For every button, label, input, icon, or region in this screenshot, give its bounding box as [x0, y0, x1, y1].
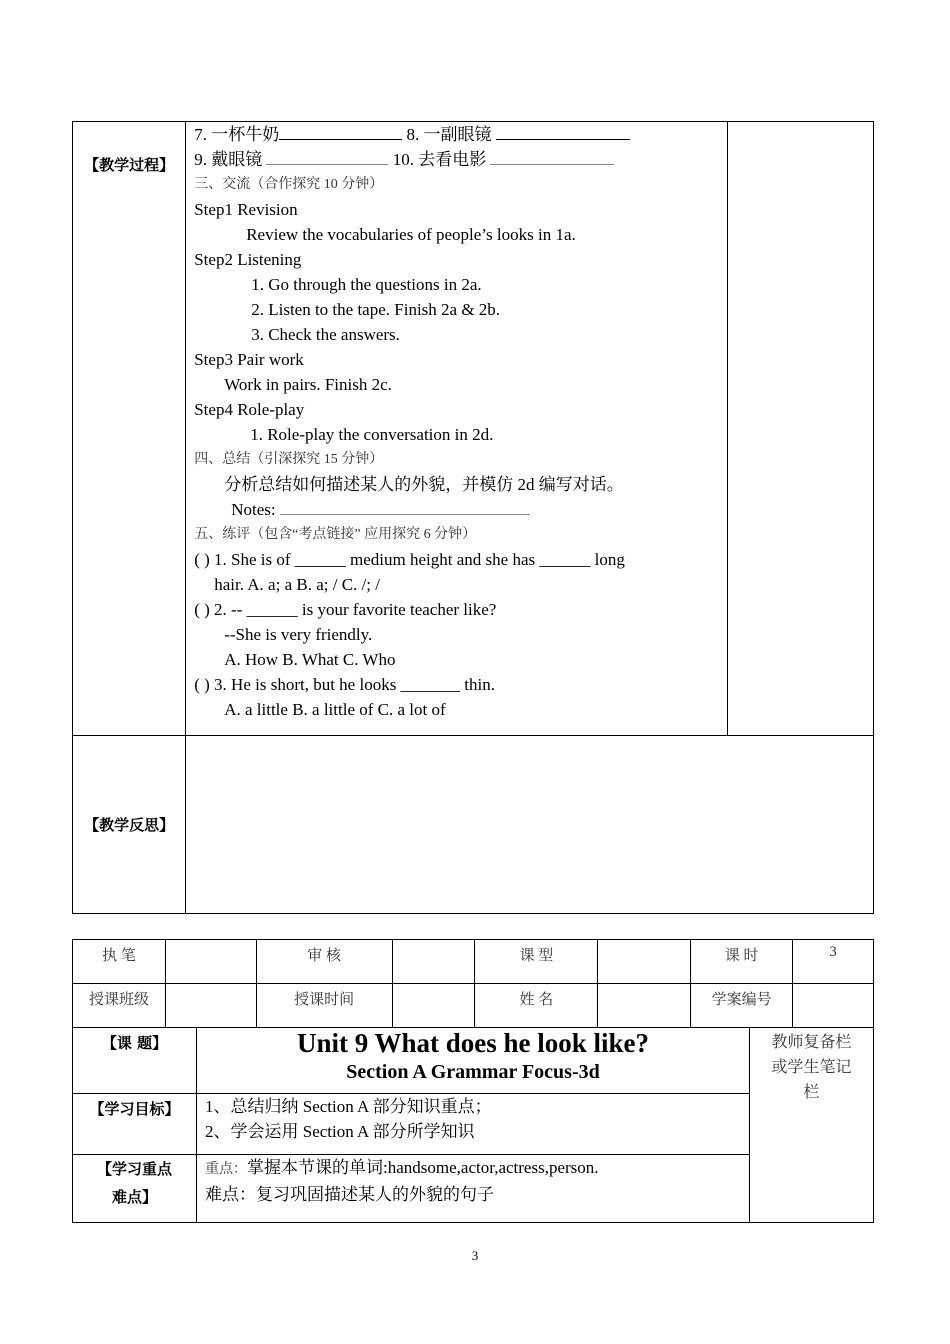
class-label: 授课班级: [73, 984, 166, 1028]
class-value: [165, 984, 256, 1028]
reviewer-label: 审 核: [256, 940, 392, 984]
topic-content: [197, 1028, 750, 1094]
author-value: [165, 940, 256, 984]
lesson-type-value: [598, 940, 691, 984]
reflection-label: 【教学反思】: [73, 736, 186, 914]
page-number: 3: [471, 1248, 479, 1263]
time-label: 授课时间: [256, 984, 392, 1028]
teaching-plan-table: [72, 121, 874, 914]
section-3-heading: 三、交流（合作探究 10 分钟）: [194, 177, 384, 192]
reviewer-value: [392, 940, 475, 984]
teacher-notes-column: 教师复备栏或学生笔记栏: [750, 1028, 874, 1223]
section-5-heading: 五、练评（包含“考点链接” 应用探究 6 分钟）: [194, 527, 477, 542]
section-4-heading: 四、总结（引深探究 15 分钟）: [194, 452, 384, 467]
plan-number-value: [793, 984, 874, 1028]
goals-content: 1、总结归纳 Section A 部分知识重点； 2、学会运用 Section A 部分所学知识: [197, 1094, 750, 1155]
unit-title: Unit 9 What does he look like?: [296, 1028, 650, 1058]
plan-number-label: 学案编号: [691, 984, 793, 1028]
lesson-type-label: 课 型: [475, 940, 598, 984]
section-subtitle: Section A Grammar Focus-3d: [346, 1061, 600, 1083]
keys-content: 重点：掌握本节课的单词:handsome,actor,actress,person. 难点：复习巩固描述某人的外貌的句子: [197, 1155, 750, 1223]
topic-label: 【课 题】: [73, 1028, 197, 1094]
header-table: [72, 939, 874, 1028]
notes-column: [728, 122, 874, 736]
keys-label: 【学习重点 难点】: [73, 1155, 197, 1223]
lesson-info-table: [72, 1027, 874, 1223]
goals-label: 【学习目标】: [73, 1094, 197, 1155]
name-label: 姓 名: [475, 984, 598, 1028]
reflection-content: [186, 736, 874, 914]
period-label: 课 时: [691, 940, 793, 984]
process-label: 【教学过程】: [73, 122, 186, 736]
period-value: 3: [793, 940, 874, 984]
name-value: [598, 984, 691, 1028]
process-content: 7. 一杯牛奶 8. 一副眼镜 9. 戴眼镜 10. 去看电影 三、交流（合作探究 10 分钟） Step1 Revision Review the vocabularies of people’s looks in 1a. Step2 Listening 1. Go through the questions in 2a. 2. Listen to the tape. Finish 2a & 2b. 3. Check the answers. Step3 Pair work Work in pairs. Finish 2c. Step4 Role-play 1. Role-play the conversation in 2d. 四、总结（引深探究 15 分钟） 分析总结如何描述某人的外貌，并模仿 2d 编写对话。 Notes: 五、练评（包含“考点链接” 应用探究 6 分钟） ( ) 1. She is of ______ medium height and she has ______ long hair. A. a; a B. a; / C. /; / ( ) 2. -- ______ is your favorite teacher like? --She is very friendly. A. How B. What C. Who ( ) 3. He is short, but he looks _______ thin. A. a little B. a little of C. a lot of: [186, 122, 728, 736]
author-label: 执 笔: [73, 940, 166, 984]
time-value: [392, 984, 475, 1028]
